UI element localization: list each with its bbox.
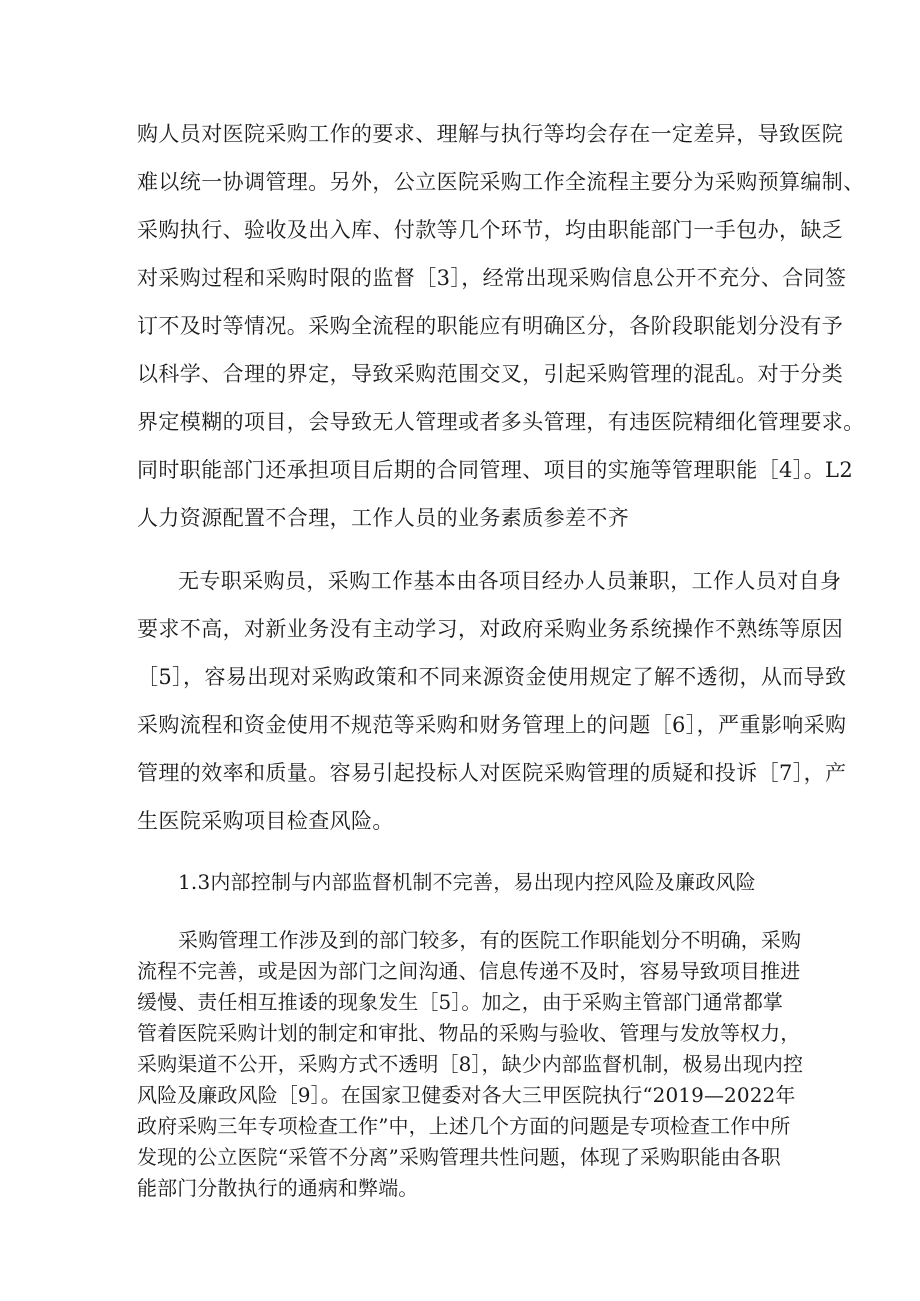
text-line: 采购管理工作涉及到的部门较多，有的医院工作职能划分不明确，采购 xyxy=(178,928,802,952)
text-line: 要求不高，对新业务没有主动学习，对政府采购业务系统操作不熟练等原因 xyxy=(137,617,844,641)
text-line: ［5］，容易出现对采购政策和不同来源资金使用规定了解不透彻，从而导致 xyxy=(137,665,847,689)
text-line: 对采购过程和采购时限的监督［3］，经常出现采购信息公开不充分、合同签 xyxy=(137,266,847,290)
text-line: 政府采购三年专项检查工作”中，上述几个方面的问题是专项检查工作中所 xyxy=(137,1114,791,1138)
text-line: 采购执行、验收及出入库、付款等几个环节，均由职能部门一手包办，缺乏 xyxy=(137,218,844,242)
text-line: 生医院采购项目检查风险。 xyxy=(137,809,394,833)
text-line: 流程不完善，或是因为部门之间沟通、信息传递不及时，容易导致项目推进 xyxy=(137,959,801,983)
text-line: 发现的公立医院“采管不分离”采购管理共性问题，体现了采购职能由各职 xyxy=(137,1145,781,1169)
text-line: 购人员对医院采购工作的要求、理解与执行等均会存在一定差异，导致医院 xyxy=(137,122,844,146)
text-line: 缓慢、责任相互推诿的现象发生［5］。加之，由于采购主管部门通常都掌 xyxy=(137,990,784,1014)
text-line: 管理的效率和质量。容易引起投标人对医院采购管理的质疑和投诉［7］，产 xyxy=(137,761,847,785)
text-line: 无专职采购员，采购工作基本由各项目经办人员兼职，工作人员对自身 xyxy=(178,569,842,593)
section-heading-text: 1.3内部控制与内部监督机制不完善，易出现内控风险及廉政风险 xyxy=(178,870,756,894)
text-line: 风险及廉政风险［9］。在国家卫健委对各大三甲医院执行“2019—2022年 xyxy=(137,1083,796,1107)
text-line: 人力资源配置不合理，工作人员的业务素质参差不齐 xyxy=(137,506,630,530)
text-line: 采购流程和资金使用不规范等采购和财务管理上的问题［6］，严重影响采购 xyxy=(137,713,847,737)
text-line: 以科学、合理的界定，导致采购范围交叉，引起采购管理的混乱。对于分类 xyxy=(137,362,844,386)
text-line: 难以统一协调管理。另外，公立医院采购工作全流程主要分为采购预算编制、 xyxy=(137,170,865,194)
text-line: 采购渠道不公开，采购方式不透明［8］，缺少内部监督机制，极易出现内控 xyxy=(137,1052,804,1076)
text-line: 能部门分散执行的通病和弊端。 xyxy=(137,1176,419,1200)
text-line: 界定模糊的项目，会导致无人管理或者多头管理，有违医院精细化管理要求。 xyxy=(137,410,865,434)
text-line: 订不及时等情况。采购全流程的职能应有明确区分，各阶段职能划分没有予 xyxy=(137,314,844,338)
text-line: 同时职能部门还承担项目后期的合同管理、项目的实施等管理职能［4］。L2 xyxy=(137,458,854,482)
text-line: 管着医院采购计划的制定和审批、物品的采购与验收、管理与发放等权力， xyxy=(137,1021,801,1045)
